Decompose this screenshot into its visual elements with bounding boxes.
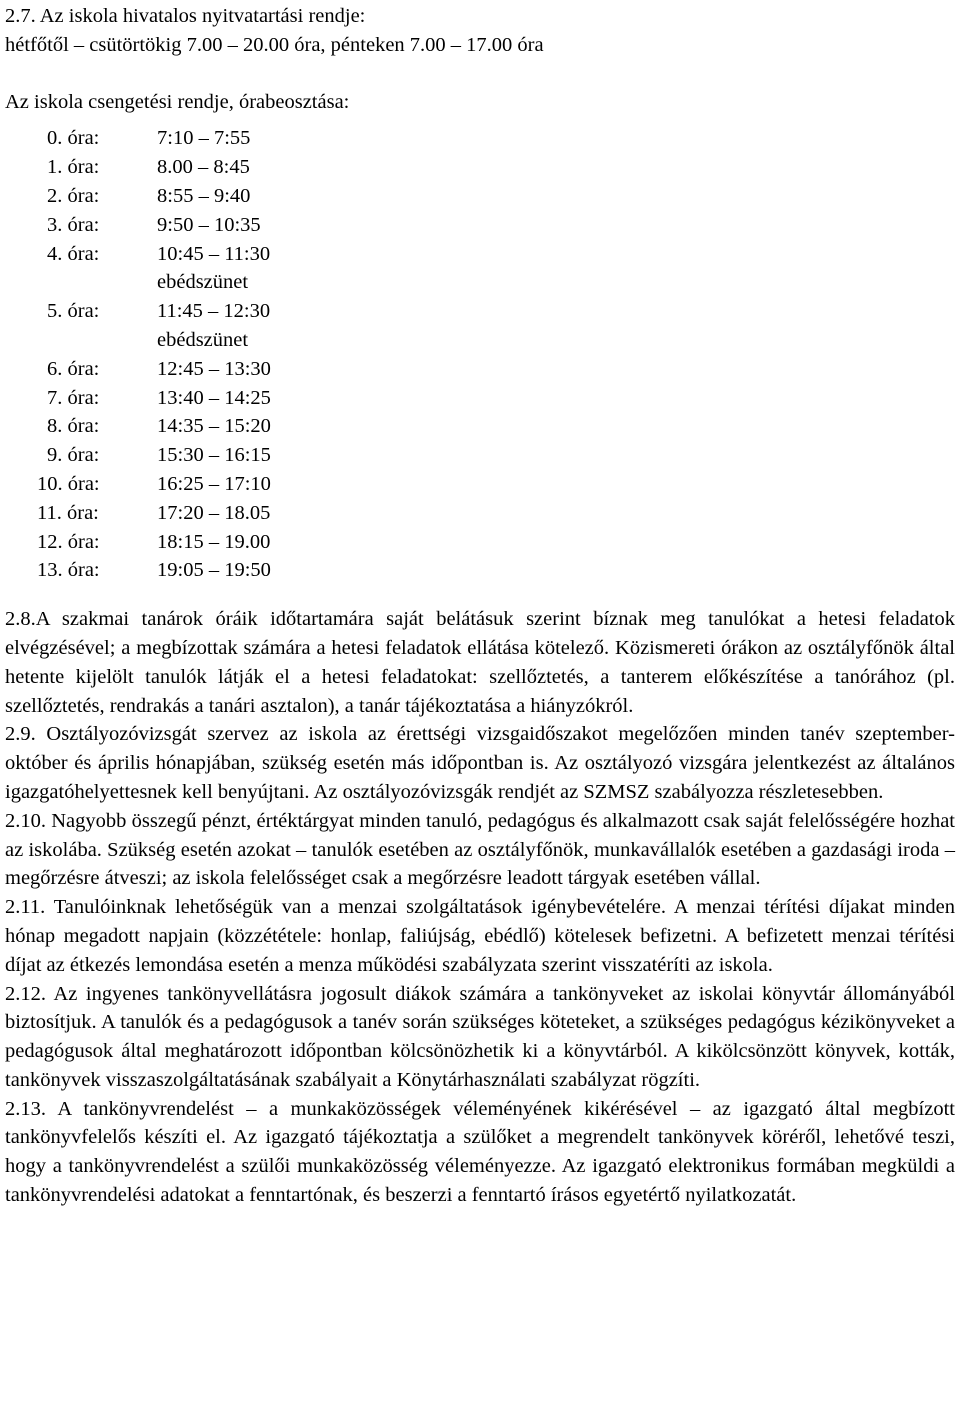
lesson-time: 13:40 – 14:25 [157, 386, 271, 409]
lesson-label: 2. óra: [47, 184, 100, 207]
lesson-label: 5. óra: [47, 300, 100, 323]
schedule-row [37, 556, 955, 585]
bell-schedule [37, 124, 955, 585]
lesson-label: 9. óra: [47, 444, 100, 467]
lesson-label: 13. óra: [37, 559, 100, 582]
lesson-time: 9:50 – 10:35 [157, 213, 261, 236]
schedule-row [47, 297, 955, 326]
lesson-time: 16:25 – 17:10 [157, 472, 271, 495]
opening-hours-heading: 2.7. Az iskola hivatalos nyitvatartási rendje: [5, 5, 366, 27]
lesson-label: 6. óra: [47, 357, 100, 380]
schedule-row [47, 441, 955, 470]
lesson-label: 3. óra: [47, 213, 100, 236]
lesson-time: 7:10 – 7:55 [157, 127, 251, 150]
lesson-label: 4. óra: [47, 242, 100, 265]
lesson-label: 8. óra: [47, 415, 100, 438]
section-2-12: 2.12. Az ingyenes tankönyvellátásra jogosult diákok számára a tankönyveket az iskolai könyvtár állományából biztosítjuk. A tanulók és a pedagógusok a tanév során szükséges köteteket, a szükséges pedagógus kézikönyveket a pedagógusok által meghatározott időpontban kölcsönözhetik ki a könyvtárból. A kikölcsönzött könyvek, kották, tankönyvek visszaszolgáltatásának szabályait a Könytárhasználati szabályzat rögzíti. [5, 982, 955, 1091]
lesson-label: 11. óra: [37, 501, 99, 524]
lesson-time: 18:15 – 19.00 [157, 530, 271, 553]
lesson-label: 10. óra: [37, 472, 100, 495]
lunch-break-label: ebédszünet [157, 328, 249, 351]
lesson-time: 12:45 – 13:30 [157, 357, 271, 380]
section-2-8: 2.8.A szakmai tanárok óráik időtartamára saját belátásuk szerint bíznak meg tanulókat a hetesi feladatok elvégzésével; a megbízottak számára a hetesi feladatok ellátása kötelező. Közismereti órákon az osztályfőnök által hetente kijelölt tanulók látják el a hetesi feladatokat: szellőztetés, a tanterem előkészítése a tanórához (pl. szellőztetés, rendrakás a tanári asztalon), a tanár tájékoztatása a hiányzókról. [5, 608, 955, 717]
lesson-time: 14:35 – 15:20 [157, 415, 271, 438]
lesson-time: 11:45 – 12:30 [157, 300, 271, 323]
section-2-9: 2.9. Osztályozóvizsgát szervez az iskola az érettségi vizsgaidőszakot megelőzően minden tanév szeptember-október és április hónapjában, szükség esetén más időpontban is. Az osztályozó vizsgára jelentkezést az általános igazgatóhelyettesnek kell benyújtani. Az osztályozóvizsgák rendjét az SZMSZ szabályozza részletesebben. [5, 723, 955, 803]
lesson-label: 12. óra: [37, 530, 100, 553]
opening-hours-text: hétfőtől – csütörtökig 7.00 – 20.00 óra, pénteken 7.00 – 17.00 óra [5, 33, 544, 56]
spacer [5, 60, 955, 88]
schedule-row [47, 240, 955, 269]
lesson-time: 8.00 – 8:45 [157, 156, 250, 179]
lesson-time: 8:55 – 9:40 [157, 184, 251, 207]
schedule-break-row [47, 326, 955, 355]
schedule-break-row [47, 268, 955, 297]
regulation-sections [5, 605, 955, 1210]
schedule-row [47, 355, 955, 384]
lesson-time: 15:30 – 16:15 [157, 444, 271, 467]
section-2-11: 2.11. Tanulóinknak lehetőségük van a menzai szolgáltatások igénybevételére. A menzai térítési díjakat minden hónap megadott napjain (közzététele: honlap, faliújság, ebédlő) kötelesek befizetni. A befizetett menzai térítési díjat az étkezés lemondása esetén a menza működési szabályzata szerint visszatéríti az iskola. [5, 896, 955, 976]
lunch-break-label: ebédszünet [157, 271, 249, 294]
schedule-row [47, 412, 955, 441]
lesson-time: 17:20 – 18.05 [157, 501, 271, 524]
lesson-time: 10:45 – 11:30 [157, 242, 271, 265]
schedule-row [47, 182, 955, 211]
schedule-row [47, 153, 955, 182]
schedule-row [47, 384, 955, 413]
section-2-13: 2.13. A tankönyvrendelést – a munkaközösségek véleményének kikérésével – az igazgató által megbízott tankönyvfelelős készíti el. Az igazgató tájékoztatja a szülőket a megrendelt tankönyvek köréről, lehetővé teszi, hogy a tankönyvrendelést a szülői munkaközösség véleményezze. Az igazgató elektronikus formában megküldi a tankönyvrendelési adatokat a fenntartónak, és beszerzi a fenntartó írásos egyetértő nyilatkozatát. [5, 1097, 955, 1207]
lesson-label: 7. óra: [47, 386, 100, 409]
section-2-10: 2.10. Nagyobb összegű pénzt, értéktárgyat minden tanuló, pedagógus és alkalmazott csak saját felelősségére hozhat az iskolába. Szükség esetén azokat – tanulók esetében az osztályfőnök, munkavállalók esetében a gazdasági iroda – megőrzésre átveszi; az iskola felelősséget csak a megőrzésre leadott tárgyak esetében vállal. [5, 809, 955, 890]
lesson-label: 1. óra: [47, 156, 100, 179]
schedule-title: Az iskola csengetési rendje, órabeosztása: [5, 90, 350, 113]
schedule-row [37, 499, 955, 528]
lesson-label: 0. óra: [47, 127, 100, 150]
schedule-row [47, 124, 955, 153]
schedule-row [37, 470, 955, 499]
lesson-time: 19:05 – 19:50 [157, 559, 271, 582]
schedule-row [47, 211, 955, 240]
schedule-row [37, 528, 955, 557]
